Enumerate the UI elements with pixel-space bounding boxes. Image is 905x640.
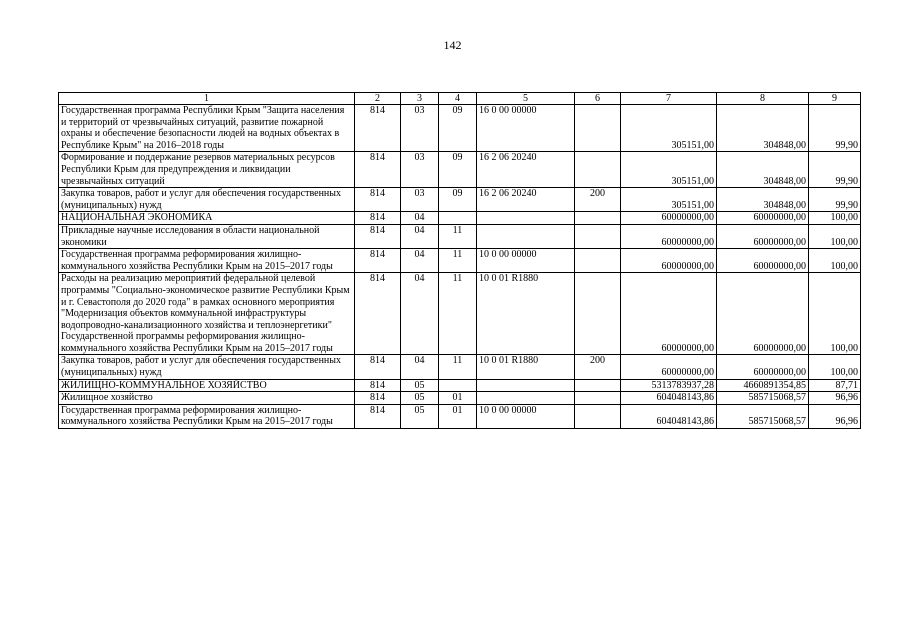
target-code-cell (477, 379, 575, 392)
section-code-cell: 04 (401, 224, 439, 248)
execution-percent-cell: 99,90 (809, 105, 861, 152)
planned-amount-cell: 60000000,00 (621, 249, 717, 273)
expense-name-cell: Прикладные научные исследования в области национальной экономики (59, 224, 355, 248)
target-code-cell: 16 2 06 20240 (477, 152, 575, 188)
execution-percent-cell: 100,00 (809, 224, 861, 248)
expense-type-cell: 200 (575, 188, 621, 212)
section-code-cell: 04 (401, 212, 439, 225)
expense-type-cell (575, 152, 621, 188)
actual-amount-cell: 585715068,57 (717, 392, 809, 405)
table-row (59, 152, 861, 188)
expense-type-cell (575, 404, 621, 428)
ministry-code-cell: 814 (355, 249, 401, 273)
planned-amount-cell: 60000000,00 (621, 224, 717, 248)
expense-type-cell (575, 212, 621, 225)
table-row (59, 355, 861, 379)
subsection-code-cell: 09 (439, 188, 477, 212)
section-code-cell: 04 (401, 249, 439, 273)
expense-name-cell: НАЦИОНАЛЬНАЯ ЭКОНОМИКА (59, 212, 355, 225)
expense-name-cell: Закупка товаров, работ и услуг для обеспечения государственных (муниципальных) нужд (59, 188, 355, 212)
table-row (59, 404, 861, 428)
table-row (59, 105, 861, 152)
actual-amount-cell: 60000000,00 (717, 273, 809, 355)
table-row (59, 188, 861, 212)
actual-amount-cell: 304848,00 (717, 152, 809, 188)
header-cell: 8 (717, 93, 809, 105)
expense-type-cell (575, 379, 621, 392)
actual-amount-cell: 304848,00 (717, 105, 809, 152)
expense-type-cell (575, 224, 621, 248)
header-cell: 4 (439, 93, 477, 105)
expense-name-cell: Формирование и поддержание резервов материальных ресурсов Республики Крым для предупреждения и ликвидации чрезвычайных ситуаций (59, 152, 355, 188)
header-row (59, 93, 861, 105)
execution-percent-cell: 87,71 (809, 379, 861, 392)
header-cell: 5 (477, 93, 575, 105)
actual-amount-cell: 585715068,57 (717, 404, 809, 428)
target-code-cell: 10 0 01 R1880 (477, 355, 575, 379)
actual-amount-cell: 60000000,00 (717, 212, 809, 225)
budget-table (58, 92, 861, 429)
execution-percent-cell: 99,90 (809, 152, 861, 188)
expense-name-cell: Закупка товаров, работ и услуг для обеспечения государственных (муниципальных) нужд (59, 355, 355, 379)
header-cell: 1 (59, 93, 355, 105)
ministry-code-cell: 814 (355, 105, 401, 152)
actual-amount-cell: 60000000,00 (717, 249, 809, 273)
header-cell: 3 (401, 93, 439, 105)
table-row (59, 379, 861, 392)
subsection-code-cell: 09 (439, 105, 477, 152)
actual-amount-cell: 4660891354,85 (717, 379, 809, 392)
target-code-cell: 10 0 00 00000 (477, 404, 575, 428)
target-code-cell (477, 392, 575, 405)
ministry-code-cell: 814 (355, 379, 401, 392)
target-code-cell: 16 2 06 20240 (477, 188, 575, 212)
expense-name-cell: Государственная программа Республики Крым "Защита населения и территорий от чрезвычайных ситуаций, развитие пожарной охраны и обеспечение безопасности людей на водных объектах в Республике Крым" на 2016–2018 годы (59, 105, 355, 152)
planned-amount-cell: 305151,00 (621, 105, 717, 152)
ministry-code-cell: 814 (355, 212, 401, 225)
ministry-code-cell: 814 (355, 224, 401, 248)
expense-type-cell (575, 392, 621, 405)
section-code-cell: 03 (401, 105, 439, 152)
subsection-code-cell: 11 (439, 249, 477, 273)
expense-name-cell: ЖИЛИЩНО-КОММУНАЛЬНОЕ ХОЗЯЙСТВО (59, 379, 355, 392)
execution-percent-cell: 100,00 (809, 273, 861, 355)
ministry-code-cell: 814 (355, 355, 401, 379)
subsection-code-cell: 11 (439, 224, 477, 248)
planned-amount-cell: 60000000,00 (621, 273, 717, 355)
table-row (59, 273, 861, 355)
subsection-code-cell (439, 379, 477, 392)
section-code-cell: 04 (401, 273, 439, 355)
section-code-cell: 03 (401, 188, 439, 212)
ministry-code-cell: 814 (355, 273, 401, 355)
expense-name-cell: Жилищное хозяйство (59, 392, 355, 405)
expense-type-cell (575, 105, 621, 152)
actual-amount-cell: 60000000,00 (717, 224, 809, 248)
ministry-code-cell: 814 (355, 188, 401, 212)
header-cell: 2 (355, 93, 401, 105)
page-number: 142 (443, 38, 462, 52)
ministry-code-cell: 814 (355, 404, 401, 428)
section-code-cell: 03 (401, 152, 439, 188)
target-code-cell (477, 224, 575, 248)
subsection-code-cell: 11 (439, 273, 477, 355)
execution-percent-cell: 96,96 (809, 404, 861, 428)
section-code-cell: 04 (401, 355, 439, 379)
section-code-cell: 05 (401, 404, 439, 428)
expense-name-cell: Расходы на реализацию мероприятий федеральной целевой программы "Социально-экономическое развитие Республики Крым и г. Севастополя до 2020 года" в рамках основного мероприятия "Модернизация объектов коммунальной инфраструктуры водопроводно-канализационного хозяйства и теплоэнергетики" Государственной программы реформирования жилищно-коммунального хозяйства Республики Крым на 2015–2017 годы (59, 273, 355, 355)
ministry-code-cell: 814 (355, 152, 401, 188)
planned-amount-cell: 604048143,86 (621, 404, 717, 428)
table-row (59, 392, 861, 405)
target-code-cell: 16 0 00 00000 (477, 105, 575, 152)
execution-percent-cell: 99,90 (809, 188, 861, 212)
expense-type-cell (575, 273, 621, 355)
expense-name-cell: Государственная программа реформирования жилищно-коммунального хозяйства Республики Крым на 2015–2017 годы (59, 404, 355, 428)
actual-amount-cell: 60000000,00 (717, 355, 809, 379)
planned-amount-cell: 305151,00 (621, 152, 717, 188)
section-code-cell: 05 (401, 379, 439, 392)
planned-amount-cell: 305151,00 (621, 188, 717, 212)
actual-amount-cell: 304848,00 (717, 188, 809, 212)
planned-amount-cell: 60000000,00 (621, 212, 717, 225)
planned-amount-cell: 60000000,00 (621, 355, 717, 379)
target-code-cell (477, 212, 575, 225)
table-row (59, 224, 861, 248)
target-code-cell: 10 0 01 R1880 (477, 273, 575, 355)
subsection-code-cell: 01 (439, 392, 477, 405)
subsection-code-cell: 11 (439, 355, 477, 379)
execution-percent-cell: 100,00 (809, 249, 861, 273)
expense-type-cell (575, 249, 621, 273)
target-code-cell: 10 0 00 00000 (477, 249, 575, 273)
ministry-code-cell: 814 (355, 392, 401, 405)
planned-amount-cell: 604048143,86 (621, 392, 717, 405)
subsection-code-cell: 09 (439, 152, 477, 188)
header-cell: 7 (621, 93, 717, 105)
header-cell: 6 (575, 93, 621, 105)
execution-percent-cell: 100,00 (809, 212, 861, 225)
section-code-cell: 05 (401, 392, 439, 405)
expense-type-cell: 200 (575, 355, 621, 379)
planned-amount-cell: 5313783937,28 (621, 379, 717, 392)
execution-percent-cell: 96,96 (809, 392, 861, 405)
table-row (59, 249, 861, 273)
table-row (59, 212, 861, 225)
execution-percent-cell: 100,00 (809, 355, 861, 379)
header-cell: 9 (809, 93, 861, 105)
expense-name-cell: Государственная программа реформирования жилищно-коммунального хозяйства Республики Крым на 2015–2017 годы (59, 249, 355, 273)
subsection-code-cell: 01 (439, 404, 477, 428)
subsection-code-cell (439, 212, 477, 225)
